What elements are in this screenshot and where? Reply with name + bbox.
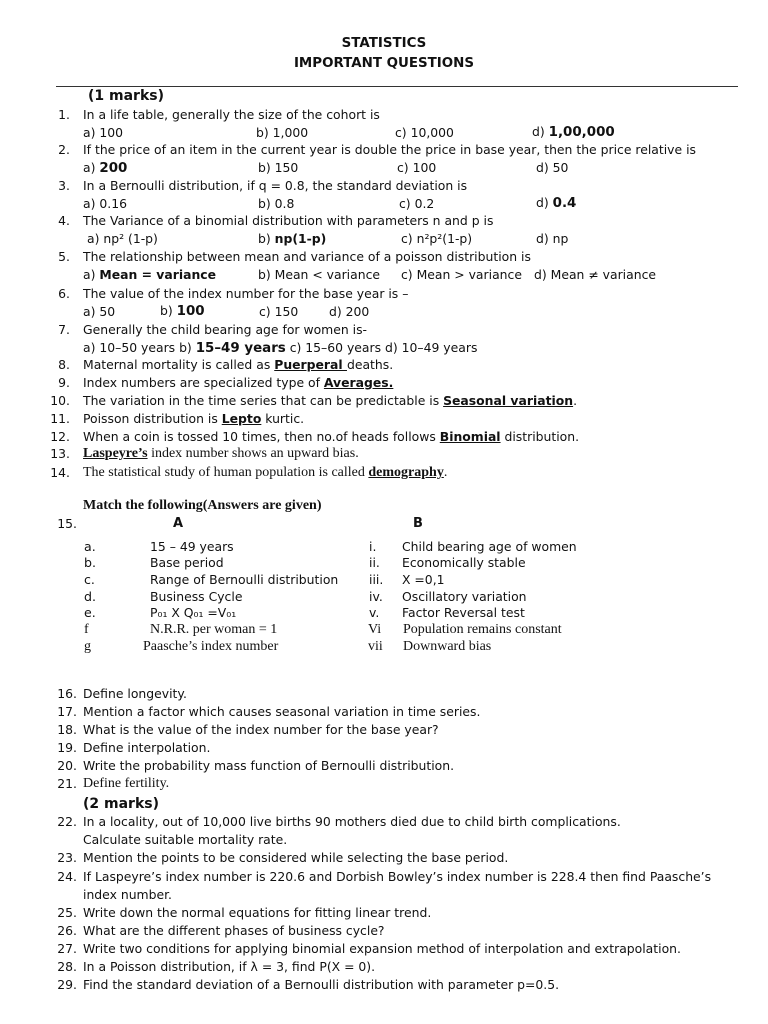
option-c: c) 10,000 <box>395 125 454 140</box>
answer: Averages. <box>323 375 394 390</box>
match-item-b: X =0,1 <box>402 572 445 587</box>
question-text: The value of the index number for the base year is – <box>83 286 409 301</box>
match-label-a: g <box>84 639 91 654</box>
answer: Seasonal variation <box>443 393 574 408</box>
option-d: d) 50 <box>536 160 569 175</box>
option-c: c) 0.2 <box>399 196 435 211</box>
question-number: 20. <box>57 758 77 773</box>
option-a: a) Mean = variance <box>83 267 217 282</box>
match-item-a: Base period <box>150 555 224 570</box>
question-text: What is the value of the index number for the base year? <box>83 722 439 737</box>
question-text: In a Bernoulli distribution, if q = 0.8, the standard deviation is <box>83 178 468 193</box>
match-item-b: Child bearing age of women <box>402 539 577 554</box>
question-number: 6. <box>58 286 70 301</box>
match-item-a: Business Cycle <box>150 589 243 604</box>
match-item-b: Oscillatory variation <box>402 589 527 604</box>
question-number: 3. <box>58 178 70 193</box>
question-number: 4. <box>58 213 70 228</box>
option-d: d) 200 <box>329 304 370 319</box>
option-d: d) Mean ≠ variance <box>534 267 657 282</box>
question-number: 7. <box>58 322 70 337</box>
match-label-a: e. <box>84 605 96 620</box>
match-item-a: Range of Bernoulli distribution <box>150 572 339 587</box>
question-number: 27. <box>57 941 77 956</box>
match-label-b: iv. <box>369 589 383 604</box>
column-a-header: A <box>173 516 184 531</box>
match-label-a: c. <box>84 572 95 587</box>
answer: Laspeyre’s <box>83 446 148 461</box>
question-text: Define interpolation. <box>83 740 211 755</box>
question-text: Maternal mortality is called as Puerperal deaths. <box>83 357 394 372</box>
question-number: 8. <box>58 357 70 372</box>
option-c: c) 100 <box>397 160 437 175</box>
match-heading: Match the following(Answers are given) <box>83 498 322 513</box>
match-label-b: Vi <box>368 622 382 637</box>
answer: 1,00,000 <box>548 125 615 140</box>
question-number: 25. <box>57 905 77 920</box>
header-rule <box>56 86 738 87</box>
option-b: b) 100 <box>160 303 205 319</box>
question-text: The Variance of a binomial distribution with parameters n and p is <box>83 213 494 228</box>
option-a: a) 50 <box>83 304 116 319</box>
question-number: 12. <box>50 429 70 444</box>
question-text: Index numbers are specialized type of Averages. <box>83 375 394 390</box>
question-number: 28. <box>57 959 77 974</box>
question-options-line: a) 10–50 years b) 15–49 years c) 15–60 years d) 10–49 years <box>83 340 478 356</box>
match-label-a: b. <box>84 555 96 570</box>
answer: 15–49 years <box>195 341 286 356</box>
question-number: 24. <box>57 869 77 884</box>
option-d: d) 1,00,000 <box>532 124 615 140</box>
question-text: Laspeyre’s index number shows an upward bias. <box>83 446 359 461</box>
option-b: b) Mean < variance <box>258 267 381 282</box>
match-item-a: Paasche’s index number <box>143 639 279 654</box>
question-text: The relationship between mean and variance of a poisson distribution is <box>83 249 531 264</box>
answer: Lepto <box>221 411 262 426</box>
section-heading-1-marks: (1 marks) <box>88 88 164 104</box>
question-text: Define fertility. <box>83 776 170 791</box>
question-number: 26. <box>57 923 77 938</box>
option-b: b) 1,000 <box>256 125 309 140</box>
match-label-b: ii. <box>369 555 380 570</box>
option-a: a) np² (1-p) <box>87 231 158 246</box>
question-text: Mention the points to be considered while selecting the base period. <box>83 850 509 865</box>
question-text: Mention a factor which causes seasonal variation in time series. <box>83 704 481 719</box>
document-subtitle: IMPORTANT QUESTIONS <box>293 56 475 71</box>
match-item-a: P₀₁ X Q₀₁ =V₀₁ <box>150 605 237 620</box>
question-text: Write two conditions for applying binomial expansion method of interpolation and extrapolation. <box>83 941 681 956</box>
column-b-header: B <box>413 516 423 531</box>
question-text: Define longevity. <box>83 686 187 701</box>
option-b: b) 150 <box>258 160 299 175</box>
question-text-continued: index number. <box>83 887 172 902</box>
question-number: 5. <box>58 249 70 264</box>
question-text: Find the standard deviation of a Bernoulli distribution with parameter p=0.5. <box>83 977 560 992</box>
answer: 0.4 <box>552 196 577 211</box>
question-number: 9. <box>58 375 70 390</box>
question-text: If Laspeyre’s index number is 220.6 and Dorbish Bowley’s index number is 228.4 then find Paasche’s <box>83 869 712 884</box>
answer: Mean = variance <box>99 267 217 282</box>
question-text: Write down the normal equations for fitting linear trend. <box>83 905 432 920</box>
match-label-a: a. <box>84 539 96 554</box>
question-number: 2. <box>58 142 70 157</box>
option-a: a) 200 <box>83 160 128 176</box>
question-number: 17. <box>57 704 77 719</box>
question-number: 16. <box>57 686 77 701</box>
question-number: 14. <box>50 465 70 480</box>
match-item-b: Downward bias <box>403 639 492 654</box>
question-text: Poisson distribution is Lepto kurtic. <box>83 411 305 426</box>
answer: np(1-p) <box>274 231 327 246</box>
option-c: c) 150 <box>259 304 299 319</box>
question-text: The variation in the time series that can be predictable is Seasonal variation. <box>83 393 578 408</box>
answer: demography <box>368 465 444 480</box>
question-number: 13. <box>50 446 70 461</box>
match-item-b: Economically stable <box>402 555 526 570</box>
question-number: 19. <box>57 740 77 755</box>
match-label-a: d. <box>84 589 96 604</box>
question-number: 29. <box>57 977 77 992</box>
question-text: The statistical study of human population is called demography. <box>83 465 448 480</box>
answer: 100 <box>176 304 205 319</box>
question-text: In a Poisson distribution, if λ = 3, find P(X = 0). <box>83 959 376 974</box>
option-d: d) 0.4 <box>536 195 577 211</box>
option-a: a) 100 <box>83 125 124 140</box>
match-item-a: 15 – 49 years <box>150 539 234 554</box>
question-number: 11. <box>50 411 70 426</box>
option-c: c) n²p²(1-p) <box>401 231 473 246</box>
question-number: 10. <box>50 393 70 408</box>
option-b: b) np(1-p) <box>258 231 327 246</box>
answer: 200 <box>99 161 128 176</box>
question-number: 1. <box>58 107 70 122</box>
match-label-b: i. <box>369 539 377 554</box>
option-b: b) 0.8 <box>258 196 295 211</box>
question-text: When a coin is tossed 10 times, then no.of heads follows Binomial distribution. <box>83 429 580 444</box>
question-number: 23. <box>57 850 77 865</box>
question-text: If the price of an item in the current year is double the price in base year, then the price relative is <box>83 142 696 157</box>
answer: Puerperal <box>274 357 347 372</box>
question-text: Generally the child bearing age for women is- <box>83 322 368 337</box>
question-number: 22. <box>57 814 77 829</box>
question-text-continued: Calculate suitable mortality rate. <box>83 832 288 847</box>
option-d: d) np <box>536 231 569 246</box>
answer: Binomial <box>439 429 501 444</box>
option-c: c) Mean > variance <box>401 267 522 282</box>
match-item-a: N.R.R. per woman = 1 <box>150 622 278 637</box>
question-text: In a locality, out of 10,000 live births 90 mothers died due to child birth complications. <box>83 814 621 829</box>
question-number: 15. <box>57 516 77 531</box>
match-label-b: v. <box>369 605 380 620</box>
question-number: 21. <box>57 776 77 791</box>
match-label-b: vii <box>368 639 383 654</box>
match-item-b: Population remains constant <box>403 622 562 637</box>
question-number: 18. <box>57 722 77 737</box>
match-label-b: iii. <box>369 572 384 587</box>
question-text: In a life table, generally the size of the cohort is <box>83 107 380 122</box>
document-title: STATISTICS <box>341 36 427 51</box>
match-item-b: Factor Reversal test <box>402 605 525 620</box>
match-label-a: f <box>84 622 89 637</box>
option-a: a) 0.16 <box>83 196 127 211</box>
section-heading-2-marks: (2 marks) <box>83 796 159 812</box>
question-text: What are the different phases of business cycle? <box>83 923 385 938</box>
question-text: Write the probability mass function of Bernoulli distribution. <box>83 758 455 773</box>
